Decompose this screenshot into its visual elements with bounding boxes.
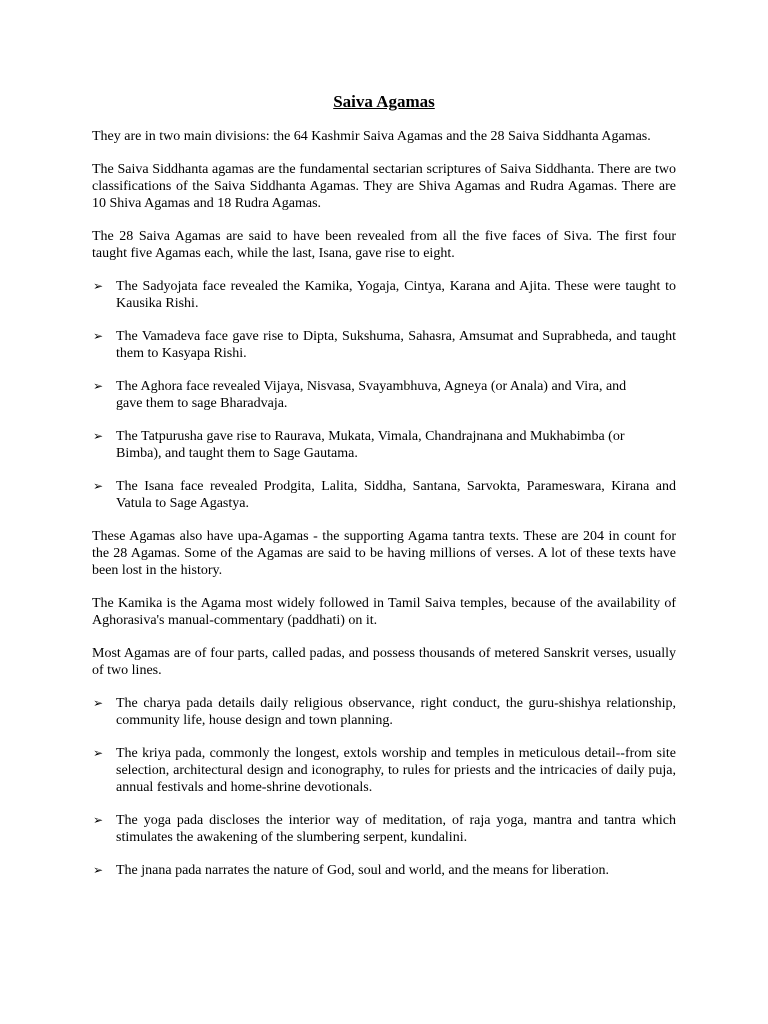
paragraph-padas: Most Agamas are of four parts, called padas, and possess thousands of metered Sanskrit verses, usually of two lines. xyxy=(92,646,676,678)
list-item-text: The Vamadeva face gave rise to Dipta, Sukshuma, Sahasra, Amsumat and Suprabheda, and taught them to Kasyapa Rishi. xyxy=(116,329,676,361)
list-item-sadyojata xyxy=(92,278,676,312)
arrow-bullet-icon: ➢ xyxy=(93,279,104,293)
arrow-bullet-icon: ➢ xyxy=(93,746,104,760)
page-title: Saiva Agamas xyxy=(333,92,435,111)
arrow-bullet-icon: ➢ xyxy=(93,479,104,493)
arrow-bullet-icon: ➢ xyxy=(93,379,104,393)
list-item-tatpurusha xyxy=(92,428,676,462)
list-item-text: The Isana face revealed Prodgita, Lalita, Siddha, Santana, Sarvokta, Parameswara, Kirana and Vatula to Sage Agastya. xyxy=(116,479,676,511)
list-item-isana xyxy=(92,478,676,512)
list-item-text: The Tatpurusha gave rise to Raurava, Mukata, Vimala, Chandrajnana and Mukhabimba (or xyxy=(116,429,625,444)
paragraph-divisions: They are in two main divisions: the 64 Kashmir Saiva Agamas and the 28 Saiva Siddhanta Agamas. xyxy=(92,129,651,144)
arrow-bullet-icon: ➢ xyxy=(93,329,104,343)
paragraph-siddhanta: The Saiva Siddhanta agamas are the fundamental sectarian scriptures of Saiva Siddhanta. There are two classifications of the Saiva Siddhanta Agamas. They are Shiva Agamas and Rudra Agamas. There are 10 Shiva Agamas and 18 Rudra Agamas. xyxy=(92,162,676,211)
list-item-text-continued: gave them to sage Bharadvaja. xyxy=(116,396,288,411)
paragraph-kamika: The Kamika is the Agama most widely followed in Tamil Saiva temples, because of the availability of Aghorasiva's manual-commentary (paddhati) on it. xyxy=(92,596,676,628)
list-item-aghora xyxy=(92,378,676,412)
list-item-text-continued: Bimba), and taught them to Sage Gautama. xyxy=(116,446,358,461)
list-item-text: The Sadyojata face revealed the Kamika, Yogaja, Cintya, Karana and Ajita. These were taught to Kausika Rishi. xyxy=(116,279,676,311)
arrow-bullet-icon: ➢ xyxy=(93,429,104,443)
arrow-bullet-icon: ➢ xyxy=(93,813,104,827)
list-item-charya xyxy=(92,695,676,729)
list-item-jnana xyxy=(92,862,676,879)
arrow-bullet-icon: ➢ xyxy=(93,696,104,710)
list-item-yoga xyxy=(92,812,676,846)
paragraph-five-faces: The 28 Saiva Agamas are said to have been revealed from all the five faces of Siva. The first four taught five Agamas each, while the last, Isana, gave rise to eight. xyxy=(92,229,676,261)
list-item-vamadeva xyxy=(92,328,676,362)
list-item-text: The Aghora face revealed Vijaya, Nisvasa, Svayambhuva, Agneya (or Anala) and Vira, and xyxy=(116,379,627,394)
padas-list xyxy=(92,695,676,879)
list-item-text: The yoga pada discloses the interior way of meditation, of raja yoga, mantra and tantra which stimulates the awakening of the slumbering serpent, kundalini. xyxy=(116,813,676,845)
list-item-text: The charya pada details daily religious observance, right conduct, the guru-shishya relationship, community life, house design and town planning. xyxy=(116,696,676,728)
arrow-bullet-icon: ➢ xyxy=(93,863,104,877)
faces-list xyxy=(92,278,676,512)
paragraph-upa-agamas: These Agamas also have upa-Agamas - the supporting Agama tantra texts. These are 204 in count for the 28 Agamas. Some of the Agamas are said to be having millions of verses. A lot of these texts have been lost in the history. xyxy=(92,529,676,578)
list-item-text: The kriya pada, commonly the longest, extols worship and temples in meticulous detail--from site selection, architectural design and iconography, to rules for priests and the intricacies of daily puja, annual festivals and home-shrine devotionals. xyxy=(116,746,676,795)
list-item-kriya xyxy=(92,745,676,796)
document-page xyxy=(92,92,676,895)
list-item-text: The jnana pada narrates the nature of God, soul and world, and the means for liberation. xyxy=(116,863,609,878)
